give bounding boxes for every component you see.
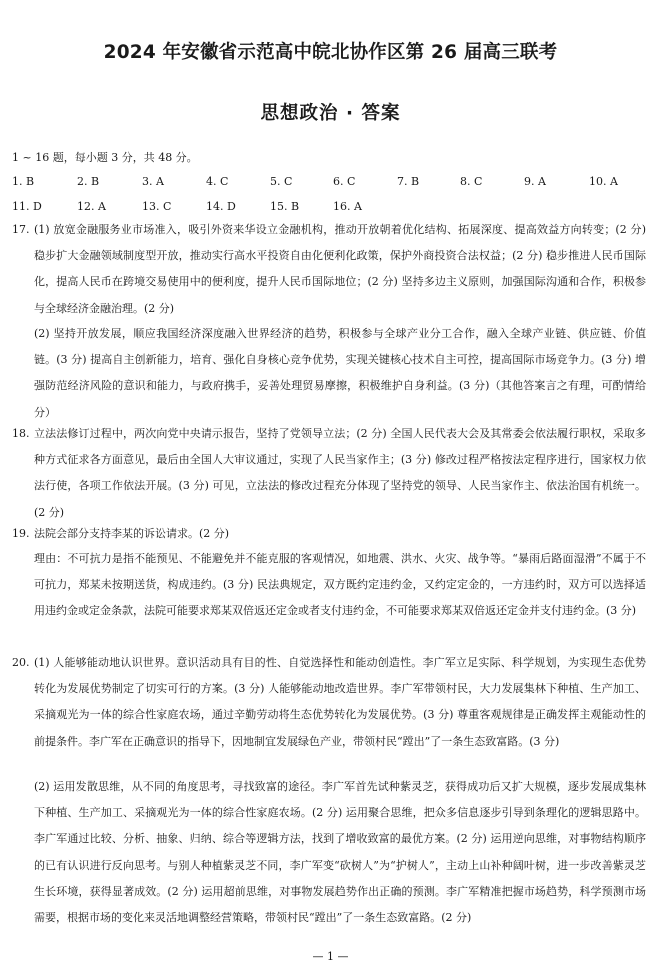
answer-item: 13. C <box>142 200 172 213</box>
answer-paragraph: (1) 人能够能动地认识世界。意识活动具有目的性、自觉选择性和能动创造性。李广军立足实际、科学规划，为实现生态优势转化为发展优势制定了切实可行的方案。(3 分) 人能够能动地改造世界。李广军带领村民，大力发展集林下种植、生产加工、采摘观光为一体的综合性家庭农场，通过辛勤劳动将生态优势转化为发展优势。(3 分) 尊重客观规律是正确发挥主观能动性的前提条件。李广军在正确意识的指导下，因地制宜发展绿色产业，带领村民“蹚出”了一条生态致富路。(3 分) <box>34 656 646 748</box>
question-19-reason <box>34 546 646 625</box>
answer-paragraph: (1) 放宽金融服务业市场准入，吸引外资来华设立金融机构，推动开放朝着优化结构、拓展深度、提高效益方向转变；(2 分) 稳步扩大金融领域制度型开放，推动实行高水平投资自由化便利化政策，保护外商投资合法权益；(2 分) 稳步推进人民币国际化，提高人民币在跨境交易使用中的便利度，提升人民币国际地位；(2 分) 坚持多边主义原则，加强国际沟通和合作，积极参与全球经济金融治理。(2 分) <box>34 223 646 315</box>
answer-row-1 <box>0 175 661 191</box>
answer-item: 3. A <box>142 175 164 188</box>
question-18 <box>12 421 646 526</box>
answer-row-2 <box>0 200 661 216</box>
question-number: 19. <box>12 527 30 540</box>
answer-item: 14. D <box>206 200 236 213</box>
answer-item: 7. B <box>397 175 420 188</box>
answer-item: 5. C <box>270 175 293 188</box>
answer-paragraph: (2) 运用发散思维，从不同的角度思考，寻找致富的途径。李广军首先试种紫灵芝，获得成功后又扩大规模，逐步发展成集林下种植、生产加工、采摘观光为一体的综合性家庭农场。(2 分) 运用聚合思维，把众多信息逐步引导到条理化的逻辑思路中。李广军通过比较、分析、抽象、归纳、综合等逻辑方法，找到了增收致富的最优方案。(2 分) 运用逆向思维，对事物结构顺序的已有认识进行反向思考。与别人种植紫灵芝不同，李广军变“砍树人”为“护树人”，主动上山补种阔叶树，进一步改善紫灵芝生长环境，获得显著成效。(2 分) 运用超前思维，对事物发展趋势作出正确的预测。李广军精准把握市场趋势，科学预测市场需要，根据市场的变化来灵活地调整经营策略，带领村民“蹚出”了一条生态致富路。(2 分) <box>34 780 646 925</box>
page-subtitle: 思想政治 · 答案 <box>260 103 401 124</box>
answer-paragraph: 立法法修订过程中，两次向党中央请示报告，坚持了党领导立法；(2 分) 全国人民代表大会及其常委会依法履行职权，采取多种方式征求各方面意见，最后由全国人大审议通过，实现了人民当家作主；(3 分) 修改过程严格按法定程序进行，国家权力依法行使，各项工作依法开展。(3 分) 可见，立法法的修改过程充分体现了坚持党的领导、人民当家作主、依法治国有机统一。(2 分) <box>34 427 646 519</box>
page-title: 2024 年安徽省示范高中皖北协作区第 26 届高三联考 <box>103 42 558 63</box>
answer-item: 10. A <box>589 175 618 188</box>
answer-item: 16. A <box>333 200 362 213</box>
question-17-part-2 <box>34 321 646 426</box>
page-number: — 1 — <box>312 950 349 963</box>
question-20 <box>12 650 646 755</box>
question-17 <box>12 217 646 322</box>
answer-item: 11. D <box>12 200 42 213</box>
answer-item: 15. B <box>270 200 300 213</box>
question-number: 17. <box>12 223 30 236</box>
answer-item: 9. A <box>524 175 546 188</box>
answer-item: 2. B <box>77 175 100 188</box>
answer-item: 8. C <box>460 175 483 188</box>
answer-paragraph: 理由：不可抗力是指不能预见、不能避免并不能克服的客观情况，如地震、洪水、火灾、战争等。“暴雨后路面湿滑”不属于不可抗力，郑某未按期送货，构成违约。(3 分) 民法典规定，双方既约定违约金，又约定定金的，一方违约时，双方可以选择适用违约金或定金条款，法院可能要求郑某双倍返还定金或者支付违约金，不可能要求郑某双倍返还定金并支付违约金。(3 分) <box>34 552 646 618</box>
question-number: 18. <box>12 427 30 440</box>
question-19 <box>12 521 646 547</box>
answer-item: 6. C <box>333 175 356 188</box>
question-20-part-2 <box>34 774 646 931</box>
answer-item: 1. B <box>12 175 35 188</box>
choice-instructions: 1 ~ 16 题，每小题 3 分，共 48 分。 <box>12 151 198 164</box>
answer-paragraph: 法院会部分支持李某的诉讼请求。(2 分) <box>34 527 230 541</box>
question-number: 20. <box>12 656 30 669</box>
answer-item: 4. C <box>206 175 229 188</box>
answer-paragraph: (2) 坚持开放发展，顺应我国经济深度融入世界经济的趋势，积极参与全球产业分工合作，融入全球产业链、供应链、价值链。(3 分) 提高自主创新能力，培育、强化自身核心竞争优势，实现关键核心技术自主可控，提高国际市场竞争力。(3 分) 增强防范经济风险的意识和能力，与政府携手，妥善处理贸易摩擦，积极维护自身利益。(3 分)（其他答案言之有理，可酌情给分） <box>34 327 646 419</box>
answer-item: 12. A <box>77 200 106 213</box>
